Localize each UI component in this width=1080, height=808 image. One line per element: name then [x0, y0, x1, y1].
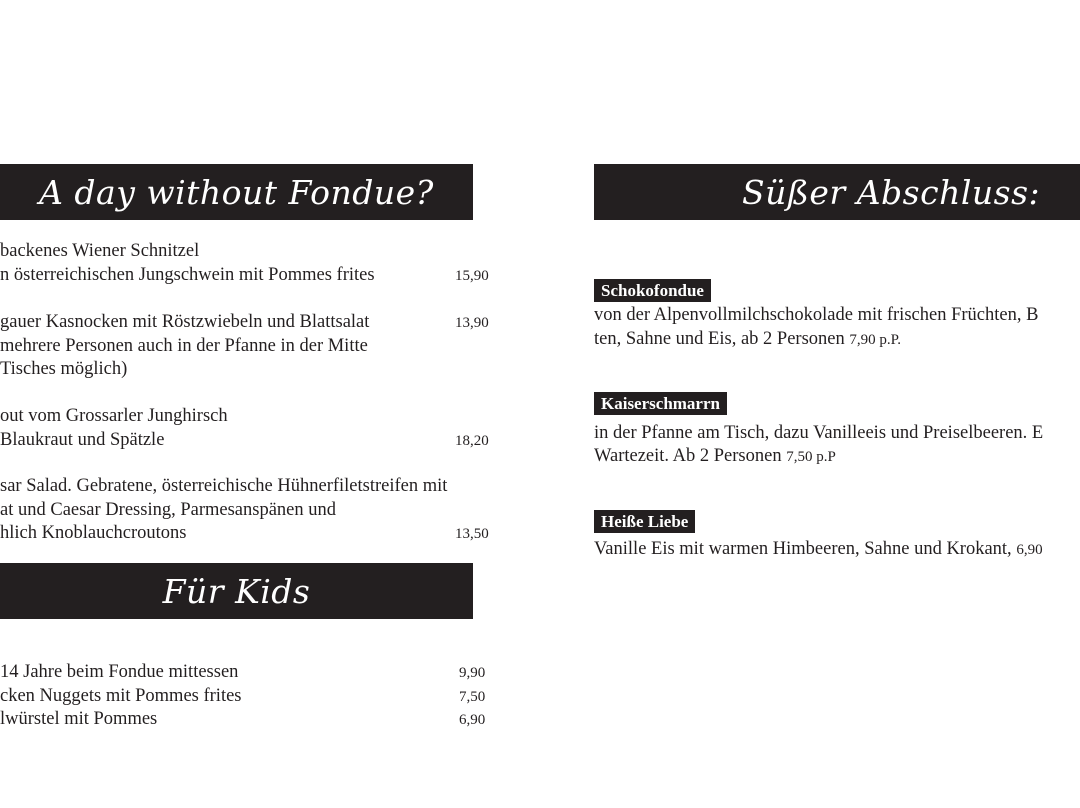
kids-item: cken Nuggets mit Pommes frites — [0, 686, 242, 706]
kids-item: 14 Jahre beim Fondue mittessen — [0, 662, 239, 682]
dessert-price: 7,50 p.P — [786, 449, 836, 465]
menu-item-line: gauer Kasnocken mit Röstzwiebeln und Blattsalat — [0, 312, 370, 332]
dessert-name-tag: Schokofondue — [594, 279, 711, 302]
dessert-description-text: ten, Sahne und Eis, ab 2 Personen — [594, 329, 845, 349]
menu-item-price: 18,20 — [455, 433, 489, 449]
dessert-banner — [594, 164, 1080, 220]
main-dishes-banner — [0, 164, 473, 220]
dessert-name-tag: Kaiserschmarrn — [594, 392, 727, 415]
dessert-description-line: in der Pfanne am Tisch, dazu Vanilleeis und Preiselbeeren. E — [594, 423, 1044, 443]
menu-item-line: backenes Wiener Schnitzel — [0, 241, 200, 261]
menu-item-line: Blaukraut und Spätzle — [0, 430, 165, 450]
dessert-description-line — [594, 537, 1043, 562]
menu-item-line: Tisches möglich) — [0, 359, 128, 379]
dessert-description-text: Vanille Eis mit warmen Himbeeren, Sahne und Krokant, — [594, 539, 1012, 559]
dessert-title: Süßer Abschluss: — [742, 172, 1041, 212]
dessert-description-line: von der Alpenvollmilchschokolade mit frischen Früchten, B — [594, 305, 1039, 325]
menu-item-line: hlich Knoblauchcroutons — [0, 523, 187, 543]
dessert-description-text: Wartezeit. Ab 2 Personen — [594, 446, 782, 466]
kids-item: lwürstel mit Pommes — [0, 709, 158, 729]
menu-item-line: n österreichischen Jungschwein mit Pommes frites — [0, 265, 375, 285]
menu-item-line: out vom Grossarler Junghirsch — [0, 406, 228, 426]
dessert-description-line — [594, 327, 901, 352]
main-dishes-title: A day without Fondue? — [39, 172, 434, 212]
menu-item-line: mehrere Personen auch in der Pfanne in der Mitte — [0, 336, 368, 356]
kids-item-price: 9,90 — [459, 665, 486, 681]
dessert-name-tag: Heiße Liebe — [594, 510, 695, 533]
dessert-price: 7,90 p.P. — [849, 332, 902, 348]
kids-banner — [0, 563, 473, 619]
menu-item-price: 13,90 — [455, 315, 489, 331]
dessert-description-line — [594, 444, 836, 469]
menu-item-price: 15,90 — [455, 268, 489, 284]
kids-item-price: 7,50 — [459, 689, 486, 705]
kids-item-price: 6,90 — [459, 712, 486, 728]
menu-item-line: sar Salad. Gebratene, österreichische Hühnerfiletstreifen mit — [0, 476, 448, 496]
menu-item-line: at und Caesar Dressing, Parmesanspänen und — [0, 500, 336, 520]
dessert-price: 6,90 — [1016, 542, 1043, 558]
kids-title: Für Kids — [162, 571, 311, 611]
menu-item-price: 13,50 — [455, 526, 489, 542]
